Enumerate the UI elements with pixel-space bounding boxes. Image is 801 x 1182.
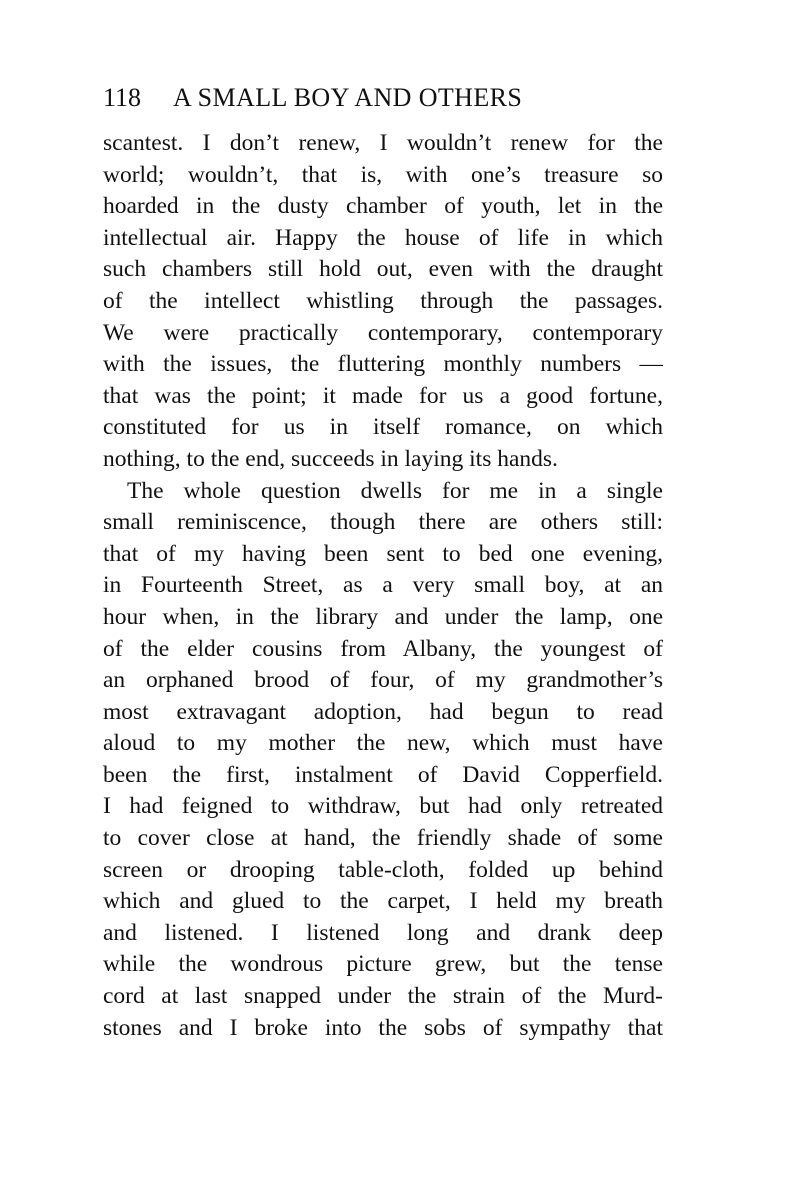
text-line: We were practically contemporary, contemporary bbox=[103, 319, 663, 346]
page-number: 118 bbox=[103, 83, 142, 112]
book-title: A SMALL BOY AND OTHERS bbox=[173, 83, 523, 112]
running-head bbox=[103, 78, 663, 118]
text-line: constituted for us in itself romance, on which bbox=[103, 414, 663, 441]
text-line: hoarded in the dusty chamber of youth, let in the bbox=[103, 193, 663, 220]
text-line: I had feigned to withdraw, but had only retreated bbox=[103, 793, 663, 820]
text-line: which and glued to the carpet, I held my breath bbox=[103, 888, 663, 915]
text-line: with the issues, the fluttering monthly numbers — bbox=[103, 351, 663, 378]
text-line: hour when, in the library and under the lamp, one bbox=[103, 603, 663, 630]
text-line: and listened. I listened long and drank deep bbox=[103, 919, 663, 946]
text-line: stones and I broke into the sobs of sympathy that bbox=[103, 1014, 663, 1041]
text-line: while the wondrous picture grew, but the tense bbox=[103, 951, 663, 978]
text-line-paragraph-start: The whole question dwells for me in a single bbox=[127, 477, 663, 504]
text-line: of the intellect whistling through the passages. bbox=[103, 287, 663, 314]
text-line: small reminiscence, though there are others still: bbox=[103, 509, 663, 536]
text-line: of the elder cousins from Albany, the youngest of bbox=[103, 635, 663, 662]
text-line: most extravagant adoption, had begun to read bbox=[103, 698, 663, 725]
text-line: such chambers still hold out, even with the draught bbox=[103, 256, 663, 283]
text-line-paragraph-end: nothing, to the end, succeeds in laying its hands. bbox=[103, 445, 558, 472]
body-text bbox=[103, 128, 663, 1044]
text-line: been the first, instalment of David Copperfield. bbox=[103, 761, 663, 788]
text-line: aloud to my mother the new, which must have bbox=[103, 730, 663, 757]
text-line: to cover close at hand, the friendly shade of some bbox=[103, 825, 663, 852]
text-line: screen or drooping table-cloth, folded up behind bbox=[103, 856, 663, 883]
text-line: that of my having been sent to bed one evening, bbox=[103, 540, 663, 567]
text-line: scantest. I don’t renew, I wouldn’t renew for the bbox=[103, 130, 663, 156]
text-line: that was the point; it made for us a good fortune, bbox=[103, 382, 663, 409]
text-line: intellectual air. Happy the house of life in which bbox=[103, 224, 663, 251]
text-line: in Fourteenth Street, as a very small boy, at an bbox=[103, 572, 663, 599]
text-line: cord at last snapped under the strain of the Murd- bbox=[103, 983, 663, 1010]
text-line: world; wouldn’t, that is, with one’s treasure so bbox=[103, 161, 663, 188]
text-line: an orphaned brood of four, of my grandmother’s bbox=[103, 667, 663, 694]
